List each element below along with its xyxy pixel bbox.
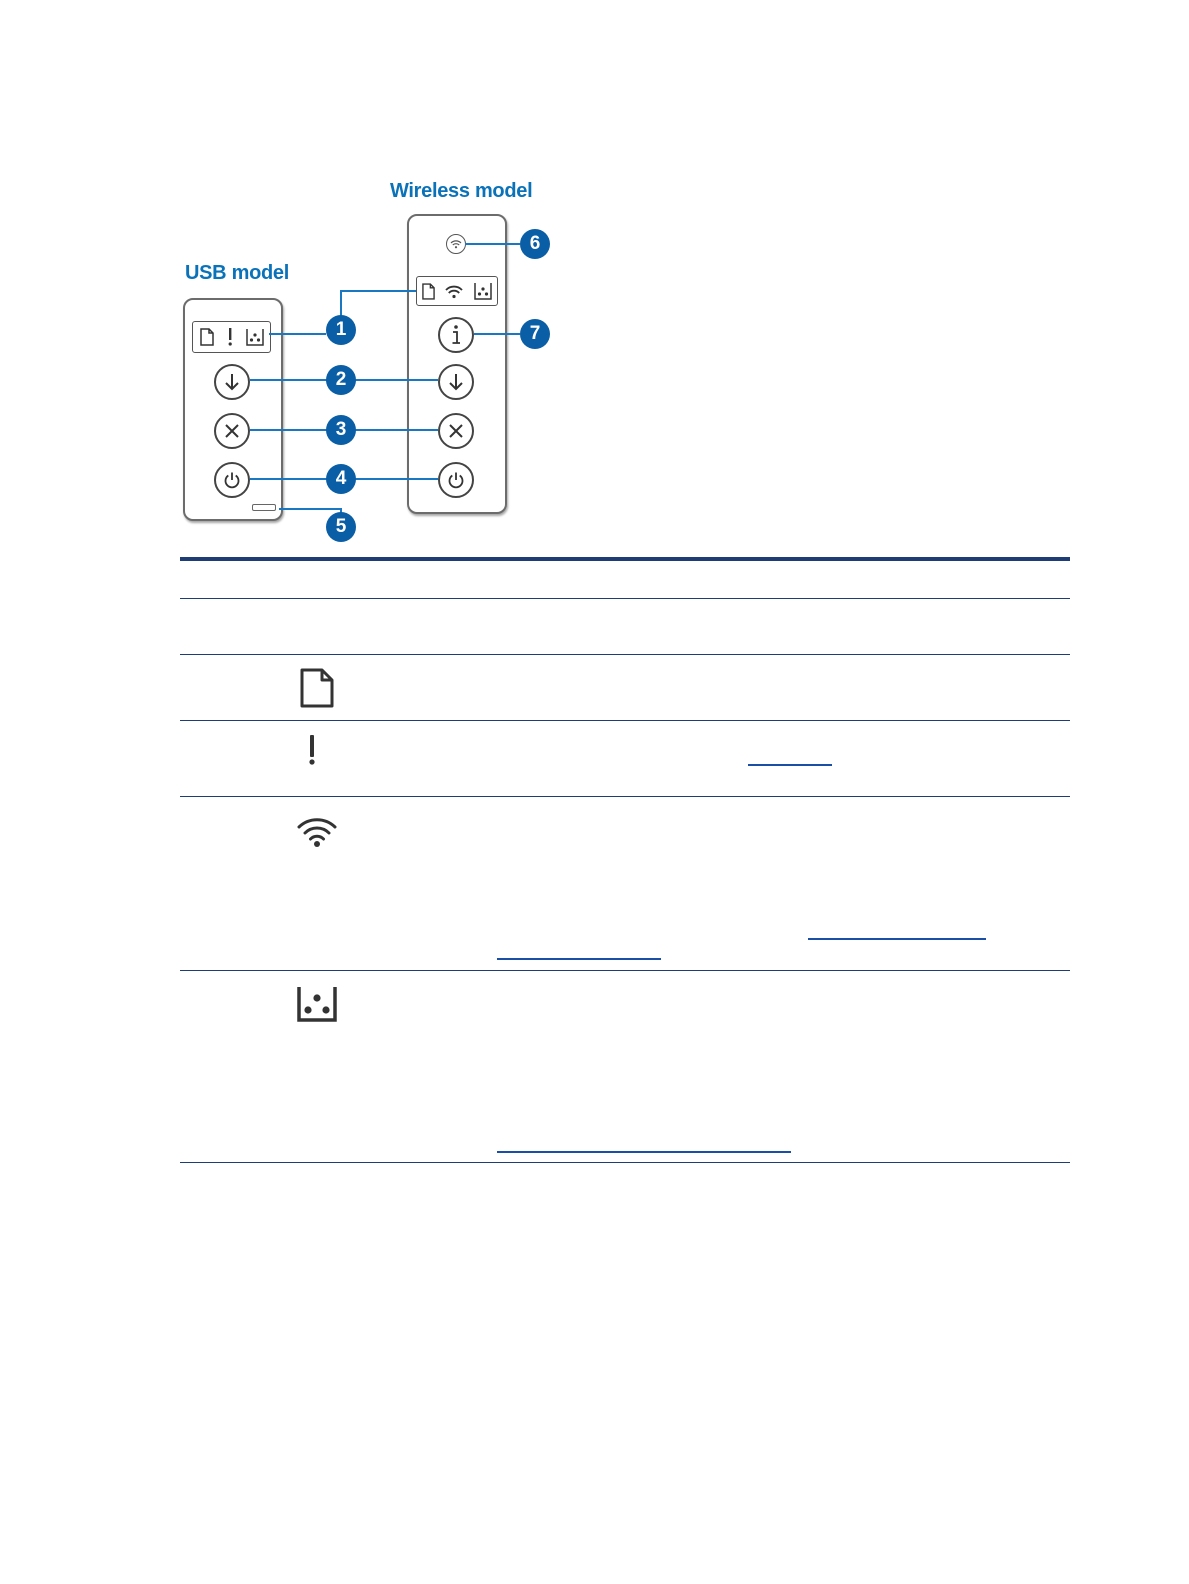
power-icon: [447, 471, 465, 489]
callout-4: 4: [326, 464, 356, 494]
information-button[interactable]: [438, 317, 474, 353]
cancel-icon: [447, 422, 465, 440]
arrow-down-icon: [223, 372, 241, 392]
cancel-icon: [223, 422, 241, 440]
callout-6: 6: [520, 229, 550, 259]
leader-line-1-top: [340, 290, 416, 292]
wifi-row-link-2[interactable]: [497, 958, 661, 960]
power-icon: [223, 471, 241, 489]
table-top-rule: [180, 557, 1070, 561]
toner-row-link[interactable]: [497, 1151, 791, 1153]
usb-status-lights: [192, 321, 271, 353]
toner-row-icon: [296, 985, 338, 1028]
toner-icon: [246, 328, 264, 346]
table-header-rule: [180, 598, 1070, 599]
wifi-row-link-1[interactable]: [808, 938, 986, 940]
row-rule-2: [180, 720, 1070, 721]
usb-power-button[interactable]: [214, 462, 250, 498]
attention-icon: [227, 327, 233, 347]
attention-row-icon: [307, 734, 317, 771]
callout-7: 7: [520, 319, 550, 349]
wifi-icon: [445, 284, 463, 299]
attention-row-link[interactable]: [748, 764, 832, 766]
info-icon: [449, 324, 463, 346]
callout-3: 3: [326, 415, 356, 445]
usb-power-light: [252, 504, 276, 511]
wifi-icon: [450, 239, 462, 249]
wireless-model-label: Wireless model: [390, 180, 533, 202]
attention-icon: [307, 734, 317, 766]
callout-1: 1: [326, 315, 356, 345]
wireless-resume-button[interactable]: [438, 364, 474, 400]
arrow-down-icon: [447, 372, 465, 392]
row-rule-1: [180, 654, 1070, 655]
wireless-status-lights: [416, 276, 498, 306]
leader-line-1-horizontal: [269, 333, 326, 335]
row-rule-4: [180, 970, 1070, 971]
usb-model-label: USB model: [185, 262, 289, 284]
wifi-icon: [297, 816, 337, 848]
paper-icon: [422, 283, 435, 300]
toner-icon: [474, 282, 492, 300]
toner-icon: [296, 985, 338, 1023]
row-rule-3: [180, 796, 1070, 797]
paper-row-icon: [300, 668, 334, 713]
paper-icon: [200, 328, 214, 346]
leader-line-6: [465, 243, 520, 245]
usb-resume-button[interactable]: [214, 364, 250, 400]
wifi-row-icon: [297, 816, 337, 853]
wireless-power-button[interactable]: [438, 462, 474, 498]
paper-icon: [300, 668, 334, 708]
leader-line-5: [279, 508, 341, 510]
callout-5: 5: [326, 512, 356, 542]
callout-2: 2: [326, 365, 356, 395]
leader-line-1-vertical: [340, 290, 342, 318]
wireless-cancel-button[interactable]: [438, 413, 474, 449]
table-bottom-rule: [180, 1162, 1070, 1163]
wireless-button[interactable]: [446, 234, 466, 254]
leader-line-7: [474, 333, 520, 335]
usb-cancel-button[interactable]: [214, 413, 250, 449]
control-panel-figure: [170, 170, 570, 555]
